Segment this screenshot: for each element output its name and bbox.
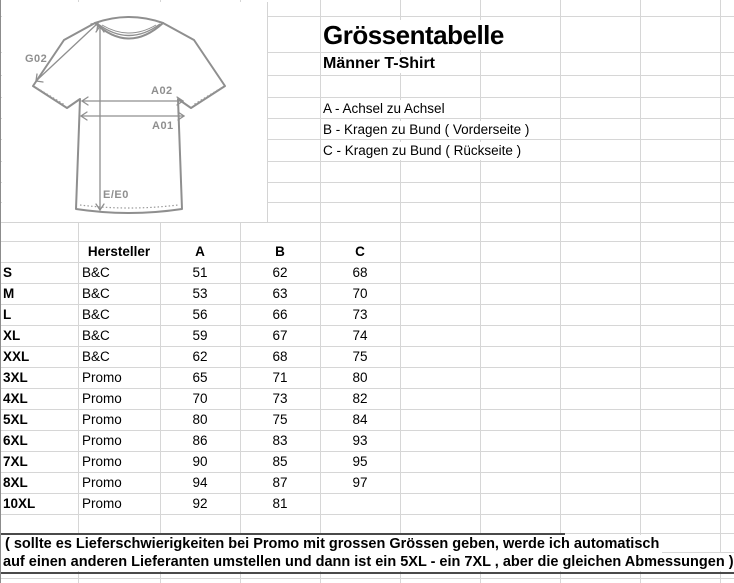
- value-a-cell: 62: [192, 349, 208, 364]
- value-c-cell: 82: [352, 391, 368, 406]
- note-border: [0, 572, 734, 574]
- hersteller-cell: B&C: [82, 328, 110, 343]
- hersteller-cell: B&C: [82, 286, 110, 301]
- value-b-cell: 83: [272, 433, 288, 448]
- hersteller-cell: B&C: [82, 307, 110, 322]
- value-a-cell: 94: [192, 475, 208, 490]
- value-b-cell: 68: [272, 349, 288, 364]
- tshirt-diagram: [2, 2, 268, 223]
- legend-c: C - Kragen zu Bund ( Rückseite ): [323, 142, 524, 160]
- value-a-cell: 53: [192, 286, 208, 301]
- value-a-cell: 90: [192, 454, 208, 469]
- hersteller-cell: Promo: [82, 475, 122, 490]
- hersteller-cell: Promo: [82, 391, 122, 406]
- value-c-cell: 75: [352, 349, 368, 364]
- value-b-cell: 81: [272, 496, 288, 511]
- value-c-cell: 80: [352, 370, 368, 385]
- value-c-cell: 95: [352, 454, 368, 469]
- gridline-vertical: [400, 0, 401, 583]
- hersteller-cell: Promo: [82, 454, 122, 469]
- label-a01: A01: [152, 120, 174, 132]
- value-b-cell: 63: [272, 286, 288, 301]
- value-a-cell: 56: [192, 307, 208, 322]
- value-b-cell: 85: [272, 454, 288, 469]
- value-c-cell: [321, 493, 399, 514]
- value-c-cell: 74: [352, 328, 368, 343]
- size-cell: XL: [3, 328, 21, 343]
- note-border: [0, 533, 565, 535]
- gridline-vertical: [480, 0, 481, 583]
- hersteller-cell: Promo: [82, 412, 122, 427]
- size-cell: 5XL: [3, 412, 28, 427]
- chest-upper-measure-arrow: [82, 97, 183, 105]
- value-c-cell: 73: [352, 307, 368, 322]
- label-a02: A02: [151, 85, 173, 97]
- value-b-cell: 67: [272, 328, 288, 343]
- legend-a: A - Achsel zu Achsel: [323, 100, 448, 118]
- value-a-cell: 51: [192, 265, 208, 280]
- tshirt-drawing: [2, 2, 267, 222]
- note-line-2: auf einen anderen Lieferanten umstellen und dann ist ein 5XL - ein 7XL , aber die gleichen Abmessungen ): [0, 553, 734, 571]
- size-cell: M: [3, 286, 15, 301]
- legend-b: B - Kragen zu Bund ( Vorderseite ): [323, 121, 532, 139]
- size-cell: 8XL: [3, 475, 28, 490]
- value-a-cell: 80: [192, 412, 208, 427]
- hersteller-cell: Promo: [82, 433, 122, 448]
- hersteller-cell: B&C: [82, 265, 110, 280]
- note-line-1: ( sollte es Lieferschwierigkeiten bei Promo mit grossen Grössen geben, werde ich automatisch: [2, 535, 662, 553]
- value-a-cell: 86: [192, 433, 208, 448]
- header-b: B: [275, 244, 285, 259]
- size-cell: 7XL: [3, 454, 28, 469]
- value-c-cell: 93: [352, 433, 368, 448]
- header-c: C: [355, 244, 365, 259]
- gridline-vertical: [720, 0, 721, 583]
- value-c-cell: 97: [352, 475, 368, 490]
- value-a-cell: 65: [192, 370, 208, 385]
- hersteller-cell: Promo: [82, 496, 122, 511]
- value-b-cell: 66: [272, 307, 288, 322]
- stitch-bottom-hem: [80, 205, 178, 208]
- value-a-cell: 70: [192, 391, 208, 406]
- hersteller-cell: B&C: [82, 349, 110, 364]
- value-a-cell: 92: [192, 496, 208, 511]
- value-b-cell: 62: [272, 265, 288, 280]
- page-title: Grössentabelle: [323, 20, 507, 50]
- value-b-cell: 73: [272, 391, 288, 406]
- tshirt-collar-top: [95, 17, 163, 23]
- header-a: A: [195, 244, 205, 259]
- value-b-cell: 75: [272, 412, 288, 427]
- size-cell: S: [3, 265, 13, 280]
- value-c-cell: 70: [352, 286, 368, 301]
- header-size: [3, 241, 75, 262]
- gridline-horizontal: [565, 533, 734, 534]
- header-hersteller: Hersteller: [87, 244, 151, 259]
- size-cell: XXL: [3, 349, 30, 364]
- gridline-vertical: [560, 0, 561, 583]
- gridline-horizontal: [0, 578, 734, 579]
- sheet-left-border: [0, 0, 1, 583]
- value-a-cell: 59: [192, 328, 208, 343]
- gridline-vertical: [640, 0, 641, 583]
- tshirt-collar-rib1: [98, 24, 160, 36]
- value-b-cell: 71: [272, 370, 288, 385]
- value-b-cell: 87: [272, 475, 288, 490]
- value-c-cell: 84: [352, 412, 368, 427]
- tshirt-body-outline: [33, 23, 225, 213]
- hersteller-cell: Promo: [82, 370, 122, 385]
- size-cell: 4XL: [3, 391, 28, 406]
- size-cell: L: [3, 307, 12, 322]
- length-measure-arrow: [96, 26, 104, 210]
- gridline-horizontal: [0, 514, 734, 515]
- label-ee0: E/E0: [103, 189, 129, 201]
- label-g02: G02: [25, 53, 48, 65]
- size-cell: 6XL: [3, 433, 28, 448]
- size-cell: 3XL: [3, 370, 28, 385]
- page-subtitle: Männer T-Shirt: [323, 55, 438, 73]
- value-c-cell: 68: [352, 265, 368, 280]
- chest-lower-measure-arrow: [81, 112, 184, 120]
- size-cell: 10XL: [3, 496, 36, 511]
